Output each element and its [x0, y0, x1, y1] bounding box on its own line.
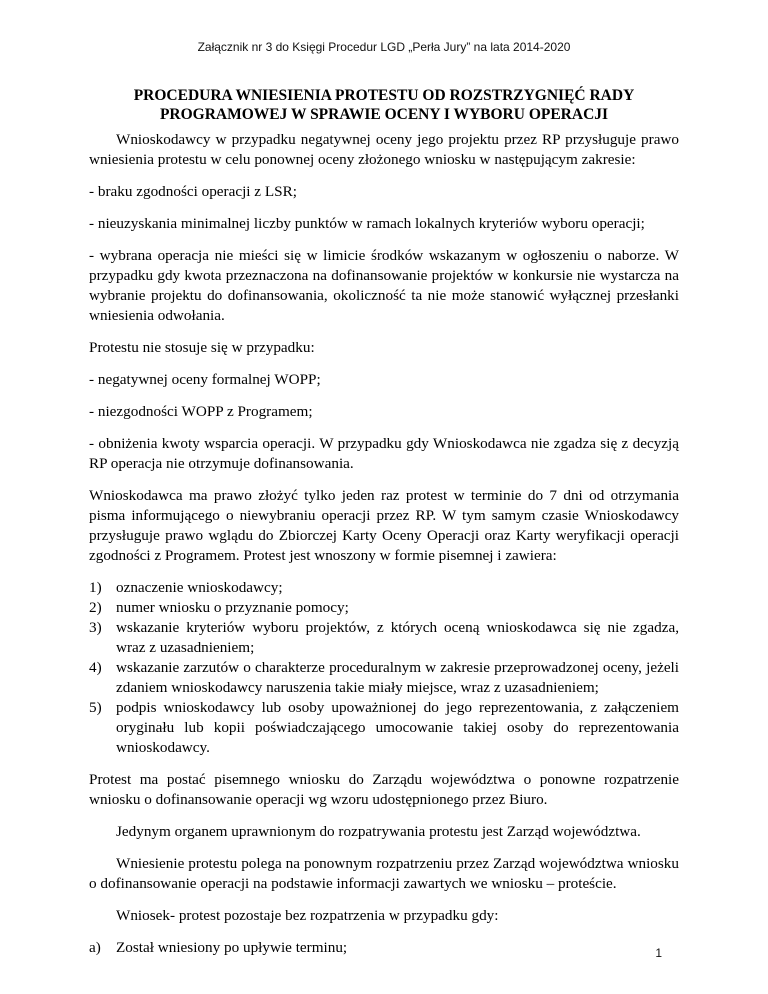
paragraph-intro: Wnioskodawcy w przypadku negatywnej oceny jego projektu przez RP przysługuje prawo wniesienia protestu w celu ponownej oceny złożonego wniosku w następującym zakresie:	[89, 131, 679, 168]
document-title	[90, 86, 678, 124]
list-item-number: 3)	[89, 619, 102, 636]
list-item-number: 2)	[89, 599, 102, 616]
paragraph-exclusion-1: - negatywnej oceny formalnej WOPP;	[89, 371, 321, 388]
list-item	[89, 618, 679, 658]
list-item-letter: a)	[89, 939, 101, 956]
paragraph-protest-rules: Wnioskodawca ma prawo złożyć tylko jeden raz protest w terminie do 7 dni od otrzymania pisma informującego o niewybraniu operacji przez RP. W tym samym czasie Wnioskodawcy przysługuje prawo wglądu do Zbiorczej Karty Oceny Operacji oraz Karty weryfikacji operacji zgodności z Programem. Protest jest wnoszony w formie pisemnej i zawiera:	[89, 487, 679, 564]
paragraph-scope-1: - braku zgodności operacji z LSR;	[89, 183, 297, 200]
title-line-2: PROGRAMOWEJ W SPRAWIE OCENY I WYBORU OPERACJI	[159, 106, 609, 123]
paragraph-exclusion-2: - niezgodności WOPP z Programem;	[89, 403, 313, 420]
document-body	[89, 130, 679, 970]
list-item-number: 1)	[89, 579, 102, 596]
list-item-number: 5)	[89, 699, 102, 716]
list-item	[89, 698, 679, 758]
list-item	[89, 598, 679, 618]
paragraph-scope-3: - wybrana operacja nie mieści się w limicie środków wskazanym w ogłoszeniu o naborze. W przypadku gdy kwota przeznaczona na dofinansowanie projektów w konkursie nie wystarcza na wybranie projektu do dofinansowania, okoliczność ta nie może stanowić wyłącznej przesłanki wniesienia odwołania.	[89, 247, 679, 324]
paragraph-exclusion-3: - obniżenia kwoty wsparcia operacji. W przypadku gdy Wnioskodawca nie zgadza się z decyzją RP operacja nie otrzymuje dofinansowania.	[89, 435, 679, 472]
list-item-text: oznaczenie wnioskodawcy;	[116, 579, 283, 596]
list-item-text: wskazanie zarzutów o charakterze proceduralnym w zakresie przeprowadzonej oceny, jeżeli zdaniem wnioskodawcy naruszenia takie miały miejsce, wraz z uzasadnieniem;	[116, 659, 679, 696]
list-item	[89, 658, 679, 698]
list-item-text: Został wniesiony po upływie terminu;	[116, 939, 348, 956]
list-item-text: podpis wnioskodawcy lub osoby upoważnionej do jego reprezentowania, z załączeniem oryginału lub kopii poświadczającego umocowanie takiej osoby do reprezentowania wnioskodawcy.	[116, 699, 679, 756]
paragraph-exclusions-heading: Protestu nie stosuje się w przypadku:	[89, 339, 315, 356]
paragraph-authority: Jedynym organem uprawnionym do rozpatrywania protestu jest Zarząd województwa.	[116, 823, 641, 840]
title-line-1: PROCEDURA WNIESIENIA PROTESTU OD ROZSTRZYGNIĘĆ RADY	[133, 87, 635, 104]
paragraph-scope-2: - nieuzyskania minimalnej liczby punktów w ramach lokalnych kryteriów wyboru operacji;	[89, 215, 645, 232]
list-item	[89, 578, 679, 598]
lettered-list	[89, 938, 679, 958]
paragraph-protest-form: Protest ma postać pisemnego wniosku do Zarządu województwa o ponowne rozpatrzenie wniosku o dofinansowanie operacji wg wzoru udostępnionego przez Biuro.	[89, 771, 679, 808]
paragraph-reconsideration: Wniesienie protestu polega na ponownym rozpatrzeniu przez Zarząd województwa wniosku o dofinansowanie operacji na podstawie informacji zawartych we wniosku – proteście.	[89, 855, 679, 892]
list-item-text: numer wniosku o przyznanie pomocy;	[116, 599, 349, 616]
paragraph-rejection-heading: Wniosek- protest pozostaje bez rozpatrzenia w przypadku gdy:	[116, 907, 499, 924]
numbered-list	[89, 578, 679, 758]
list-item-number: 4)	[89, 659, 102, 676]
page-header: Załącznik nr 3 do Księgi Procedur LGD „Perła Jury” na lata 2014-2020	[197, 40, 571, 54]
page-number: 1	[655, 946, 662, 960]
list-item-text: wskazanie kryteriów wyboru projektów, z których oceną wnioskodawca się nie zgadza, wraz z uzasadnieniem;	[116, 619, 679, 656]
list-item	[89, 938, 679, 958]
